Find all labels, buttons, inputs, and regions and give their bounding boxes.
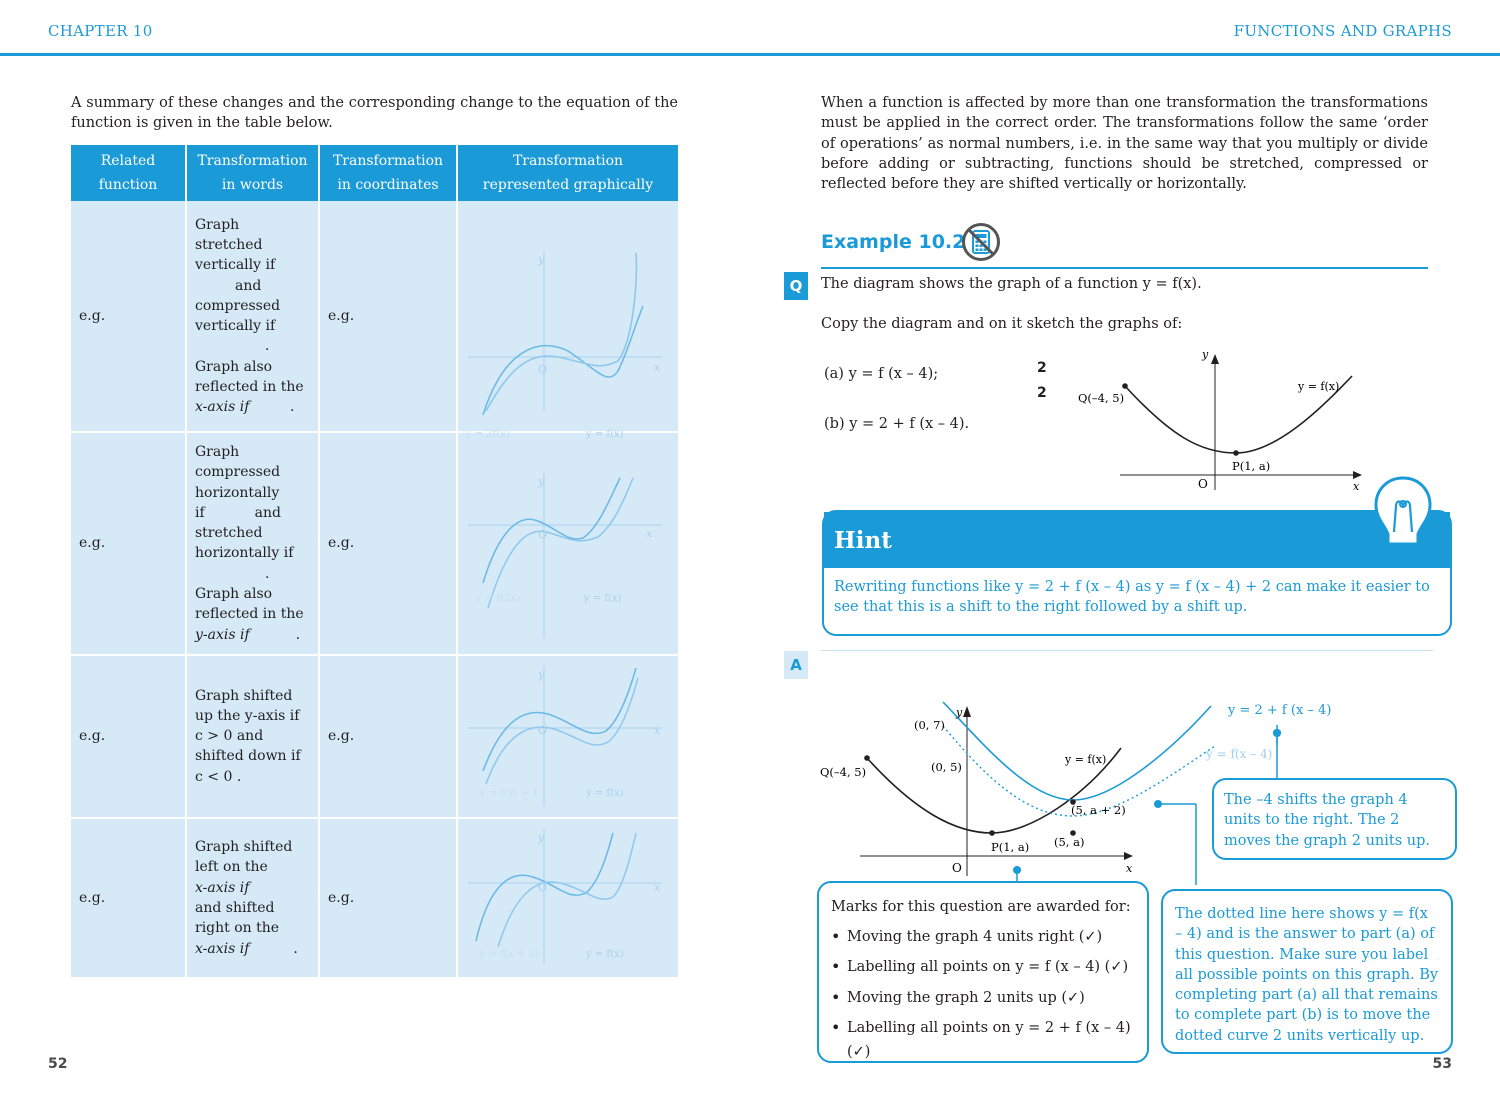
marks-b: 2 [1037,385,1047,401]
answer-rule [821,650,1433,651]
stretch-graph [458,201,679,425]
svg-text:y: y [956,706,963,719]
curve-label-dotted: y = f(x – 4) [1206,747,1273,761]
coords-cell: e.g. [319,818,457,978]
words-cell: Graph compressed horizontally if and stretched horizontally if . Graph also reflected in the y-axis if . [186,432,319,654]
words-cell: Graph stretched vertically if and compressed vertically if . Graph also reflected in the x-axis if . [186,201,319,432]
svg-text:(5, a + 2): (5, a + 2) [1071,803,1126,817]
question-instruction: Copy the diagram and on it sketch the graphs of: [821,316,1183,332]
coords-cell: e.g. [319,432,457,654]
svg-text:(5, a): (5, a) [1054,835,1085,849]
question-graph [1070,340,1370,495]
part-b: (b) y = 2 + f (x – 4). [824,416,970,432]
svg-text:O: O [538,528,548,542]
svg-text:y = f(x): y = f(x) [586,787,624,799]
section-heading: FUNCTIONS AND GRAPHS [1233,22,1452,40]
example-title: Example 10.2 [821,231,966,253]
hint-title: Hint [824,512,1450,568]
lightbulb-icon [1372,474,1434,570]
page-number-left: 52 [48,1056,68,1072]
svg-text:x: x [654,361,661,374]
compress-graph [458,433,679,647]
shift-left-graph [458,819,679,971]
hint-box [822,510,1452,636]
svg-text:y: y [538,253,545,266]
question-marker: Q [784,272,808,300]
table-row [71,818,678,978]
svg-text:Q(–4, 5): Q(–4, 5) [1078,391,1125,405]
header-graphically: Transformation represented graphically [457,145,678,201]
svg-text:x: x [1126,862,1133,875]
graph-cell [457,655,678,818]
page-number-right: 53 [1432,1056,1452,1072]
svg-text:(0, 7): (0, 7) [914,718,945,732]
header-in-coordinates: Transformation in coordinates [319,145,457,201]
related-cell: e.g. [71,432,186,654]
graph-cell [457,432,678,654]
svg-text:y = f(x) + 1: y = f(x) + 1 [480,787,539,799]
svg-text:y: y [538,667,545,681]
list-item: • Moving the graph 2 units up (✓) [831,986,1147,1016]
svg-text:y = f(x): y = f(x) [584,593,622,605]
svg-text:P(1, a): P(1, a) [991,840,1030,854]
svg-text:O: O [538,880,548,894]
no-calculator-icon [961,222,1001,262]
svg-text:y = f(2x): y = f(2x) [476,593,520,605]
coords-cell: e.g. [319,201,457,432]
coords-cell: e.g. [319,655,457,818]
graph-cell [457,201,678,432]
svg-text:y = f(x): y = f(x) [586,948,624,960]
question-text: The diagram shows the graph of a function y = f(x). [821,276,1202,292]
list-item: • Moving the graph 4 units right (✓) [831,925,1147,955]
hint-text: Rewriting functions like y = 2 + f (x – 4) as y = f (x – 4) + 2 can make it easier to see that this is a shift to the right followed by a shift up. [834,579,1430,616]
marks-title: Marks for this question are awarded for: [831,899,1131,915]
dotted-note: The dotted line here shows y = f(x – 4) and is the answer to part (a) of this question. Make sure you label all possible points on this graph. By completing part (a) all that remains to complete part (b) is to move the dotted curve 2 units vertically up. [1161,889,1453,1054]
connector-lines [1010,725,1210,885]
shift-note: The –4 shifts the graph 4 units to the right. The 2 moves the graph 2 units up. [1212,778,1457,860]
svg-text:Q(–4, 5): Q(–4, 5) [820,765,867,779]
svg-text:O: O [538,363,548,376]
table-row [71,201,678,432]
svg-text:y: y [538,475,545,489]
graph-cell [457,818,678,978]
svg-text:x: x [646,527,653,541]
svg-text:y: y [538,830,545,844]
table-header-row [71,145,678,201]
example-rule [821,267,1428,269]
table-row [71,432,678,654]
svg-text:P(1, a): P(1, a) [1232,459,1271,473]
marks-box [817,881,1149,1063]
svg-text:O: O [1198,477,1208,491]
order-intro: When a function is affected by more than one transformation the transformations must be applied in the correct order. The transformations follow the same ‘order of operations’ as normal numbers, i.e. in the same way that you multiply or divide before adding or subtracting, functions should be stretched, compressed or reflected before they are shifted vertically or horizontally. [821,95,1428,193]
marks-list [831,925,1147,1061]
svg-text:O: O [952,861,962,875]
table-row [71,655,678,818]
list-item: • Labelling all points on y = f (x – 4) (✓) [831,955,1147,985]
chapter-heading: CHAPTER 10 [48,22,153,40]
header-in-words: Transformation in words [186,145,319,201]
svg-text:(0, 5): (0, 5) [931,760,962,774]
answer-marker: A [784,651,808,679]
curve-label-shifted: y = 2 + f (x – 4) [1228,703,1332,718]
svg-text:x: x [654,880,661,894]
svg-text:y = f(x): y = f(x) [1298,380,1340,393]
header-related-function: Related function [71,145,186,201]
table-intro: A summary of these changes and the corresponding change to the equation of the function is given in the table below. [71,95,678,132]
svg-text:O: O [538,723,548,737]
transformations-table [71,145,678,979]
related-cell: e.g. [71,818,186,978]
marks-a: 2 [1037,360,1047,376]
part-a: (a) y = f (x – 4); [824,366,939,382]
related-cell: e.g. [71,655,186,818]
svg-text:x: x [1353,480,1360,493]
header-rule [0,53,1500,56]
connector-top [1272,725,1282,780]
svg-text:x: x [654,723,661,737]
svg-text:y = f(x): y = f(x) [1065,753,1107,766]
words-cell: Graph shifted left on the x-axis if and shifted right on the x-axis if . [186,818,319,978]
svg-text:y: y [1202,348,1209,361]
related-cell: e.g. [71,201,186,432]
shift-up-graph [458,656,679,811]
words-cell: Graph shifted up the y-axis if c > 0 and shifted down if c < 0 . [186,655,319,818]
list-item: • Labelling all points on y = 2 + f (x – 4) (✓) [831,1016,1147,1046]
svg-text:y = f(x + 2): y = f(x + 2) [480,948,539,960]
